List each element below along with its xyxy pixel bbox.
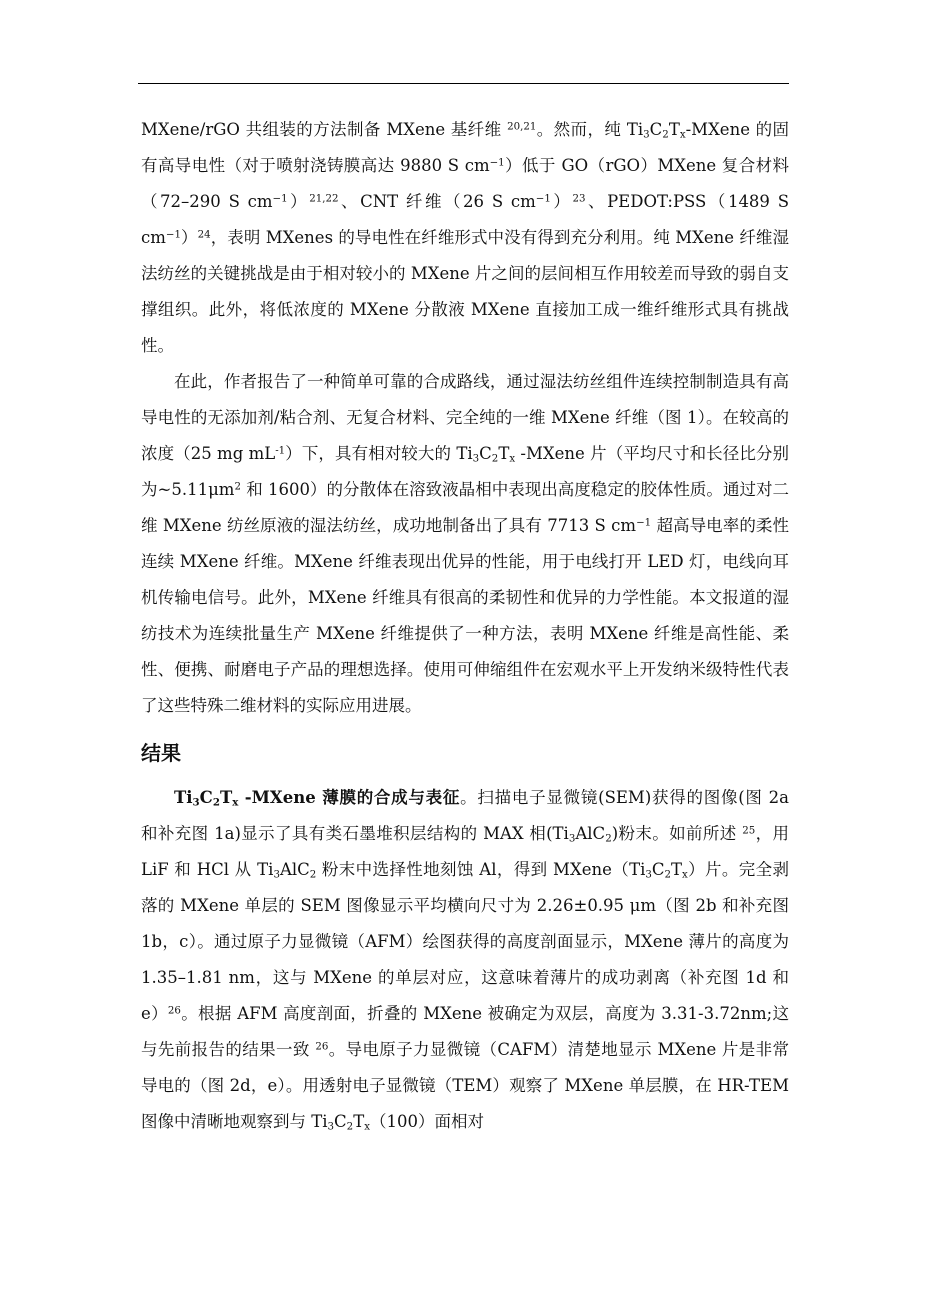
- text-run: C: [649, 120, 663, 139]
- text-run: C: [479, 444, 492, 463]
- text-run: 超高导电率的柔性连续 MXene 纤维。MXene 纤维表现出优异的性能，用于电线打开 LED 灯，电线向耳机传输电信号。此外，MXene 纤维具有很高的柔韧性和优异的力学性能。本文报道的湿纺技术为连续批量生产 MXene 纤维提供了一种方法，表明 MXene 纤维是高性能、柔性、便携、耐磨电子产品的理想选择。使用可伸缩组件在宏观水平上开发纳米级特性代表了这些特殊二维材料的实际应用进展。: [141, 516, 789, 715]
- citation: 23: [572, 193, 586, 205]
- text-run: AlC: [279, 860, 310, 879]
- text-run: 。根据 AFM 高度剖面，折叠的 MXene 被确定为双层，高度为 3.31-3.72nm;这与先前报告的结果一致: [141, 1004, 789, 1059]
- subscript: 2: [309, 869, 317, 881]
- subscript: x: [509, 453, 516, 465]
- subscript: 3: [273, 869, 280, 881]
- text-run: -MXene 的固有高导电性（对于喷射浇铸膜高达 9880 S cm: [141, 120, 789, 175]
- text-run: Ti: [174, 788, 193, 807]
- text-run: ）: [550, 192, 573, 211]
- subscript: 3: [192, 796, 200, 809]
- superscript: −1: [165, 229, 181, 241]
- superscript: −1: [272, 193, 288, 205]
- subscript: x: [232, 796, 239, 809]
- text-run: )粉末。如前所述: [611, 824, 743, 843]
- text-run: ，用 LiF 和 HCl 从 Ti: [141, 824, 789, 879]
- citation: 26: [315, 1041, 329, 1053]
- subscript: 3: [645, 869, 652, 881]
- citation: 21,22: [309, 193, 339, 205]
- subscript: 2: [662, 129, 669, 141]
- subsection-lead: [174, 788, 460, 807]
- text-run: AlC: [575, 824, 606, 843]
- subscript: 2: [605, 833, 612, 845]
- citation: 20,21: [507, 121, 537, 133]
- text-run: 、CNT 纤维（26 S cm: [338, 192, 536, 211]
- text-run: 。导电原子力显微镜（CAFM）清楚地显示 MXene 片是非常导电的（图 2d，e）。用透射电子显微镜（TEM）观察了 MXene 单层膜，在 HR-TEM 图像中清晰地观察到与 Ti: [141, 1040, 789, 1131]
- text-run: T: [219, 788, 233, 807]
- text-run: T: [671, 860, 683, 879]
- superscript: −1: [489, 157, 505, 169]
- text-run: 和 1600）的分散体在溶致液晶相中表现出高度稳定的胶体性质。通过对二维 MXene 纺丝原液的湿法纺丝，成功地制备出了具有 7713 S cm: [141, 480, 789, 535]
- header-rule: [138, 83, 789, 84]
- subscript: x: [364, 1121, 370, 1133]
- text-run: （100）面相对: [369, 1112, 484, 1131]
- text-run: ）片。完全剥落的 MXene 单层的 SEM 图像显示平均横向尺寸为 2.26±0.95 μm（图 2b 和补充图 1b，c）。通过原子力显微镜（AFM）绘图获得的高度剖面显示，MXene 薄片的高度为 1.35–1.81 nm，这与 MXene 的单层对应，这意味着薄片的成功剥离（补充图 1d 和 e）: [141, 860, 790, 1023]
- text-run: -MXene 薄膜的合成与表征: [238, 788, 461, 807]
- subscript: 3: [568, 833, 576, 845]
- superscript: −1: [636, 517, 652, 529]
- subscript: 2: [491, 453, 499, 465]
- superscript: 2: [234, 481, 241, 493]
- subscript: 2: [664, 869, 672, 881]
- text-run: -MXene 片（平均尺寸和长径比分别为~5.11μm: [141, 444, 789, 499]
- text-run: ）下，具有相对较大的 Ti: [285, 444, 473, 463]
- citation: 24: [197, 229, 211, 241]
- text-run: C: [199, 788, 213, 807]
- text-run: ）低于 GO（rGO）MXene 复合材料（72–290 S cm: [141, 156, 789, 211]
- subscript: x: [682, 869, 688, 881]
- text-run: 、PEDOT:PSS（1489 S cm: [141, 192, 790, 247]
- citation: 26: [167, 1005, 181, 1017]
- section-heading-results: 结果: [141, 741, 181, 765]
- superscript: −1: [535, 193, 551, 205]
- subscript: 3: [472, 453, 480, 465]
- text-run: 粉末中选择性地刻蚀 Al，得到 MXene（Ti: [316, 860, 646, 879]
- subscript: x: [679, 129, 686, 141]
- citation: 25: [742, 825, 756, 837]
- text-run: 。扫描电子显微镜(SEM)获得的图像(图 2a 和补充图 1a)显示了具有类石墨堆积层结构的 MAX 相(Ti: [141, 788, 789, 843]
- text-run: C: [334, 1112, 347, 1131]
- text-run: MXene/rGO 共组装的方法制备 MXene 基纤维: [141, 120, 508, 139]
- paragraph-3: [141, 780, 789, 1140]
- paragraph-1: [141, 112, 789, 364]
- text-run: ，表明 MXenes 的导电性在纤维形式中没有得到充分利用。纯 MXene 纤维湿法纺丝的关键挑战是由于相对较小的 MXene 片之间的层间相互作用较差而导致的弱自支撑组织。此外，将低浓度的 MXene 分散液 MXene 直接加工成一维纤维形式具有挑战性。: [141, 228, 789, 355]
- subscript: 3: [327, 1121, 335, 1133]
- subscript: 2: [346, 1121, 354, 1133]
- subscript: 2: [212, 796, 220, 809]
- text-run: T: [668, 120, 680, 139]
- text-run: 在此，作者报告了一种简单可靠的合成路线，通过湿法纺丝组件连续控制制造具有高导电性的无添加剂/粘合剂、无复合材料、完全纯的一维 MXene 纤维（图 1）。在较高的浓度（25 mg mL: [141, 372, 789, 463]
- superscript: -1: [275, 445, 286, 457]
- text-run: T: [353, 1112, 365, 1131]
- text-run: C: [651, 860, 665, 879]
- document-body: [141, 112, 789, 1140]
- text-run: ）: [180, 228, 198, 247]
- text-run: T: [498, 444, 510, 463]
- paragraph-2: [141, 364, 789, 724]
- text-run: 。然而，纯 Ti: [536, 120, 644, 139]
- text-run: ）: [287, 192, 310, 211]
- subscript: 3: [643, 129, 650, 141]
